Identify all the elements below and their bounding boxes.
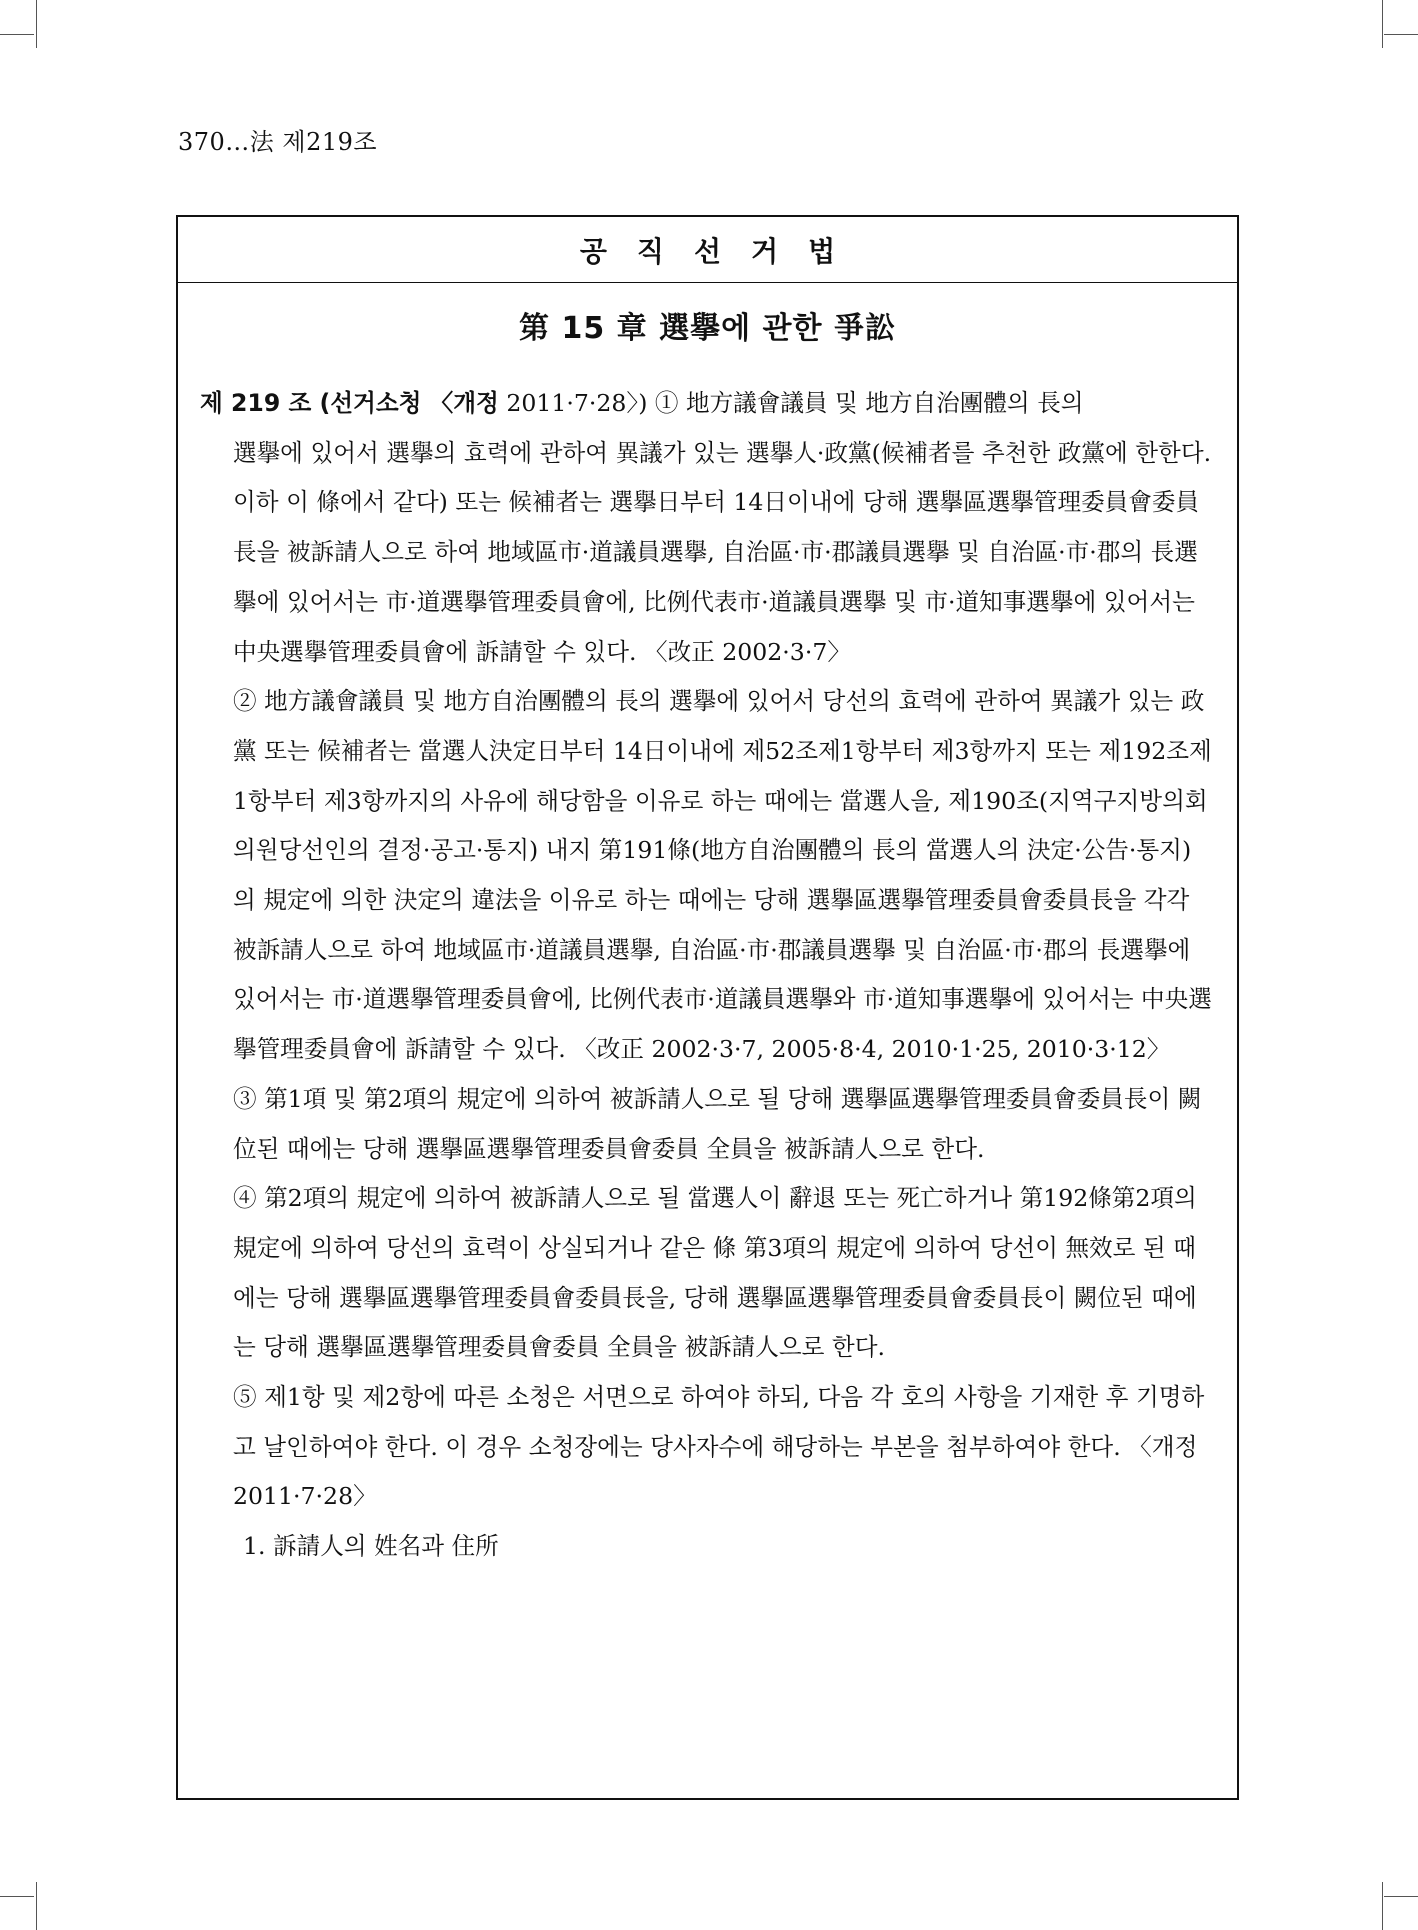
article-content [178, 347, 1237, 1572]
list-item: 1. 訴請人의 姓名과 住所 [243, 1532, 499, 1561]
article-paragraph-4: ④ 第2項의 規定에 의하여 被訴請人으로 될 當選人이 辭退 또는 死亡하거나 第192條第2項의 規定에 의하여 당선의 효력이 상실되거나 같은 條 第3項의 規定에 의하여 당선이 無效로 된 때에는 당해 選擧區選擧管理委員會委員長을, 당해 選擧區選擧管理委員會委員長이 闕位된 때에는 당해 選擧區選擧管理委員會委員 全員을 被訴請人으로 한다. [233, 1184, 1197, 1362]
crop-mark [1382, 1882, 1383, 1930]
article-paragraph-3: ③ 第1項 및 第2項의 規定에 의하여 被訴請人으로 될 당해 選擧區選擧管理委員會委員長이 闕位된 때에는 당해 選擧區選擧管理委員會委員 全員을 被訴請人으로 한다. [233, 1084, 1202, 1163]
article-paragraph-2: ② 地方議會議員 및 地方自治團體의 長의 選擧에 있어서 당선의 효력에 관하여 異議가 있는 政黨 또는 候補者는 當選人決定日부터 14日이내에 제52조제1항부터 제3항까지 또는 제192조제1항부터 제3항까지의 사유에 해당함을 이유로 하는 때에는 當選人을, 제190조(지역구지방의회의원당선인의 결정·공고·통지) 내지 第191條(地方自治團體의 長의 當選人의 決定·公告·통지)의 規定에 의한 決定의 違法을 이유로 하는 때에는 당해 選擧區選擧管理委員會委員長을 각각 被訴請人으로 하여 地域區市·道議員選擧, 自治區·市·郡議員選擧 및 自治區·市·郡의 長選擧에 있어서는 市·道選擧管理委員會에, 比例代表市·道議員選擧와 市·道知事選擧에 있어서는 中央選擧管理委員會에 訴請할 수 있다. 〈改正 2002·3·7, 2005·8·4, 2010·1·25, 2010·3·12〉 [233, 687, 1212, 1064]
crop-mark [0, 34, 34, 35]
article-first-line [200, 389, 1084, 417]
crop-mark [1384, 34, 1418, 35]
crop-mark [1384, 1896, 1418, 1897]
chapter-title: 第 15 章 選擧에 관한 爭訟 [519, 311, 896, 346]
paragraph-text: 選擧에 있어서 選擧의 효력에 관하여 異議가 있는 選擧人·政黨(候補者를 추천한 政黨에 한한다. 이하 이 條에서 같다) 또는 候補者는 選擧日부터 14日이내에 당해 選擧區選擧管理委員會委員長을 被訴請人으로 하여 地域區市·道議員選擧, 自治區·市·郡議員選擧 및 自治區·市·郡의 長選擧에 있어서는 市·道選擧管理委員會에, 比例代表市·道議員選擧 및 市·道知事選擧에 있어서는 中央選擧管理委員會에 訴請할 수 있다. 〈改正 2002·3·7〉 [233, 438, 1212, 666]
law-text-box [176, 215, 1239, 1800]
crop-mark [36, 0, 37, 48]
crop-mark [36, 1882, 37, 1930]
article-paragraph-1 [200, 379, 1213, 677]
article-heading: 제 219 조 (선거소청 〈개정 [200, 389, 499, 417]
law-title: 공직선거법 [178, 217, 1237, 283]
article-paragraph-5: ⑤ 제1항 및 제2항에 따른 소청은 서면으로 하여야 하되, 다음 각 호의 사항을 기재한 후 기명하고 날인하여야 한다. 이 경우 소청장에는 당사자수에 해당하는 부본을 첨부하여야 한다. 〈개정 2011·7·28〉 [233, 1383, 1205, 1511]
crop-mark [1382, 0, 1383, 48]
crop-mark [0, 1896, 34, 1897]
paragraph-lead: ① 地方議會議員 및 地方自治團體의 長의 [654, 389, 1084, 417]
page-header: 370…法 제219조 [178, 128, 378, 156]
article-heading-date: 2011·7·28〉) [506, 389, 648, 417]
